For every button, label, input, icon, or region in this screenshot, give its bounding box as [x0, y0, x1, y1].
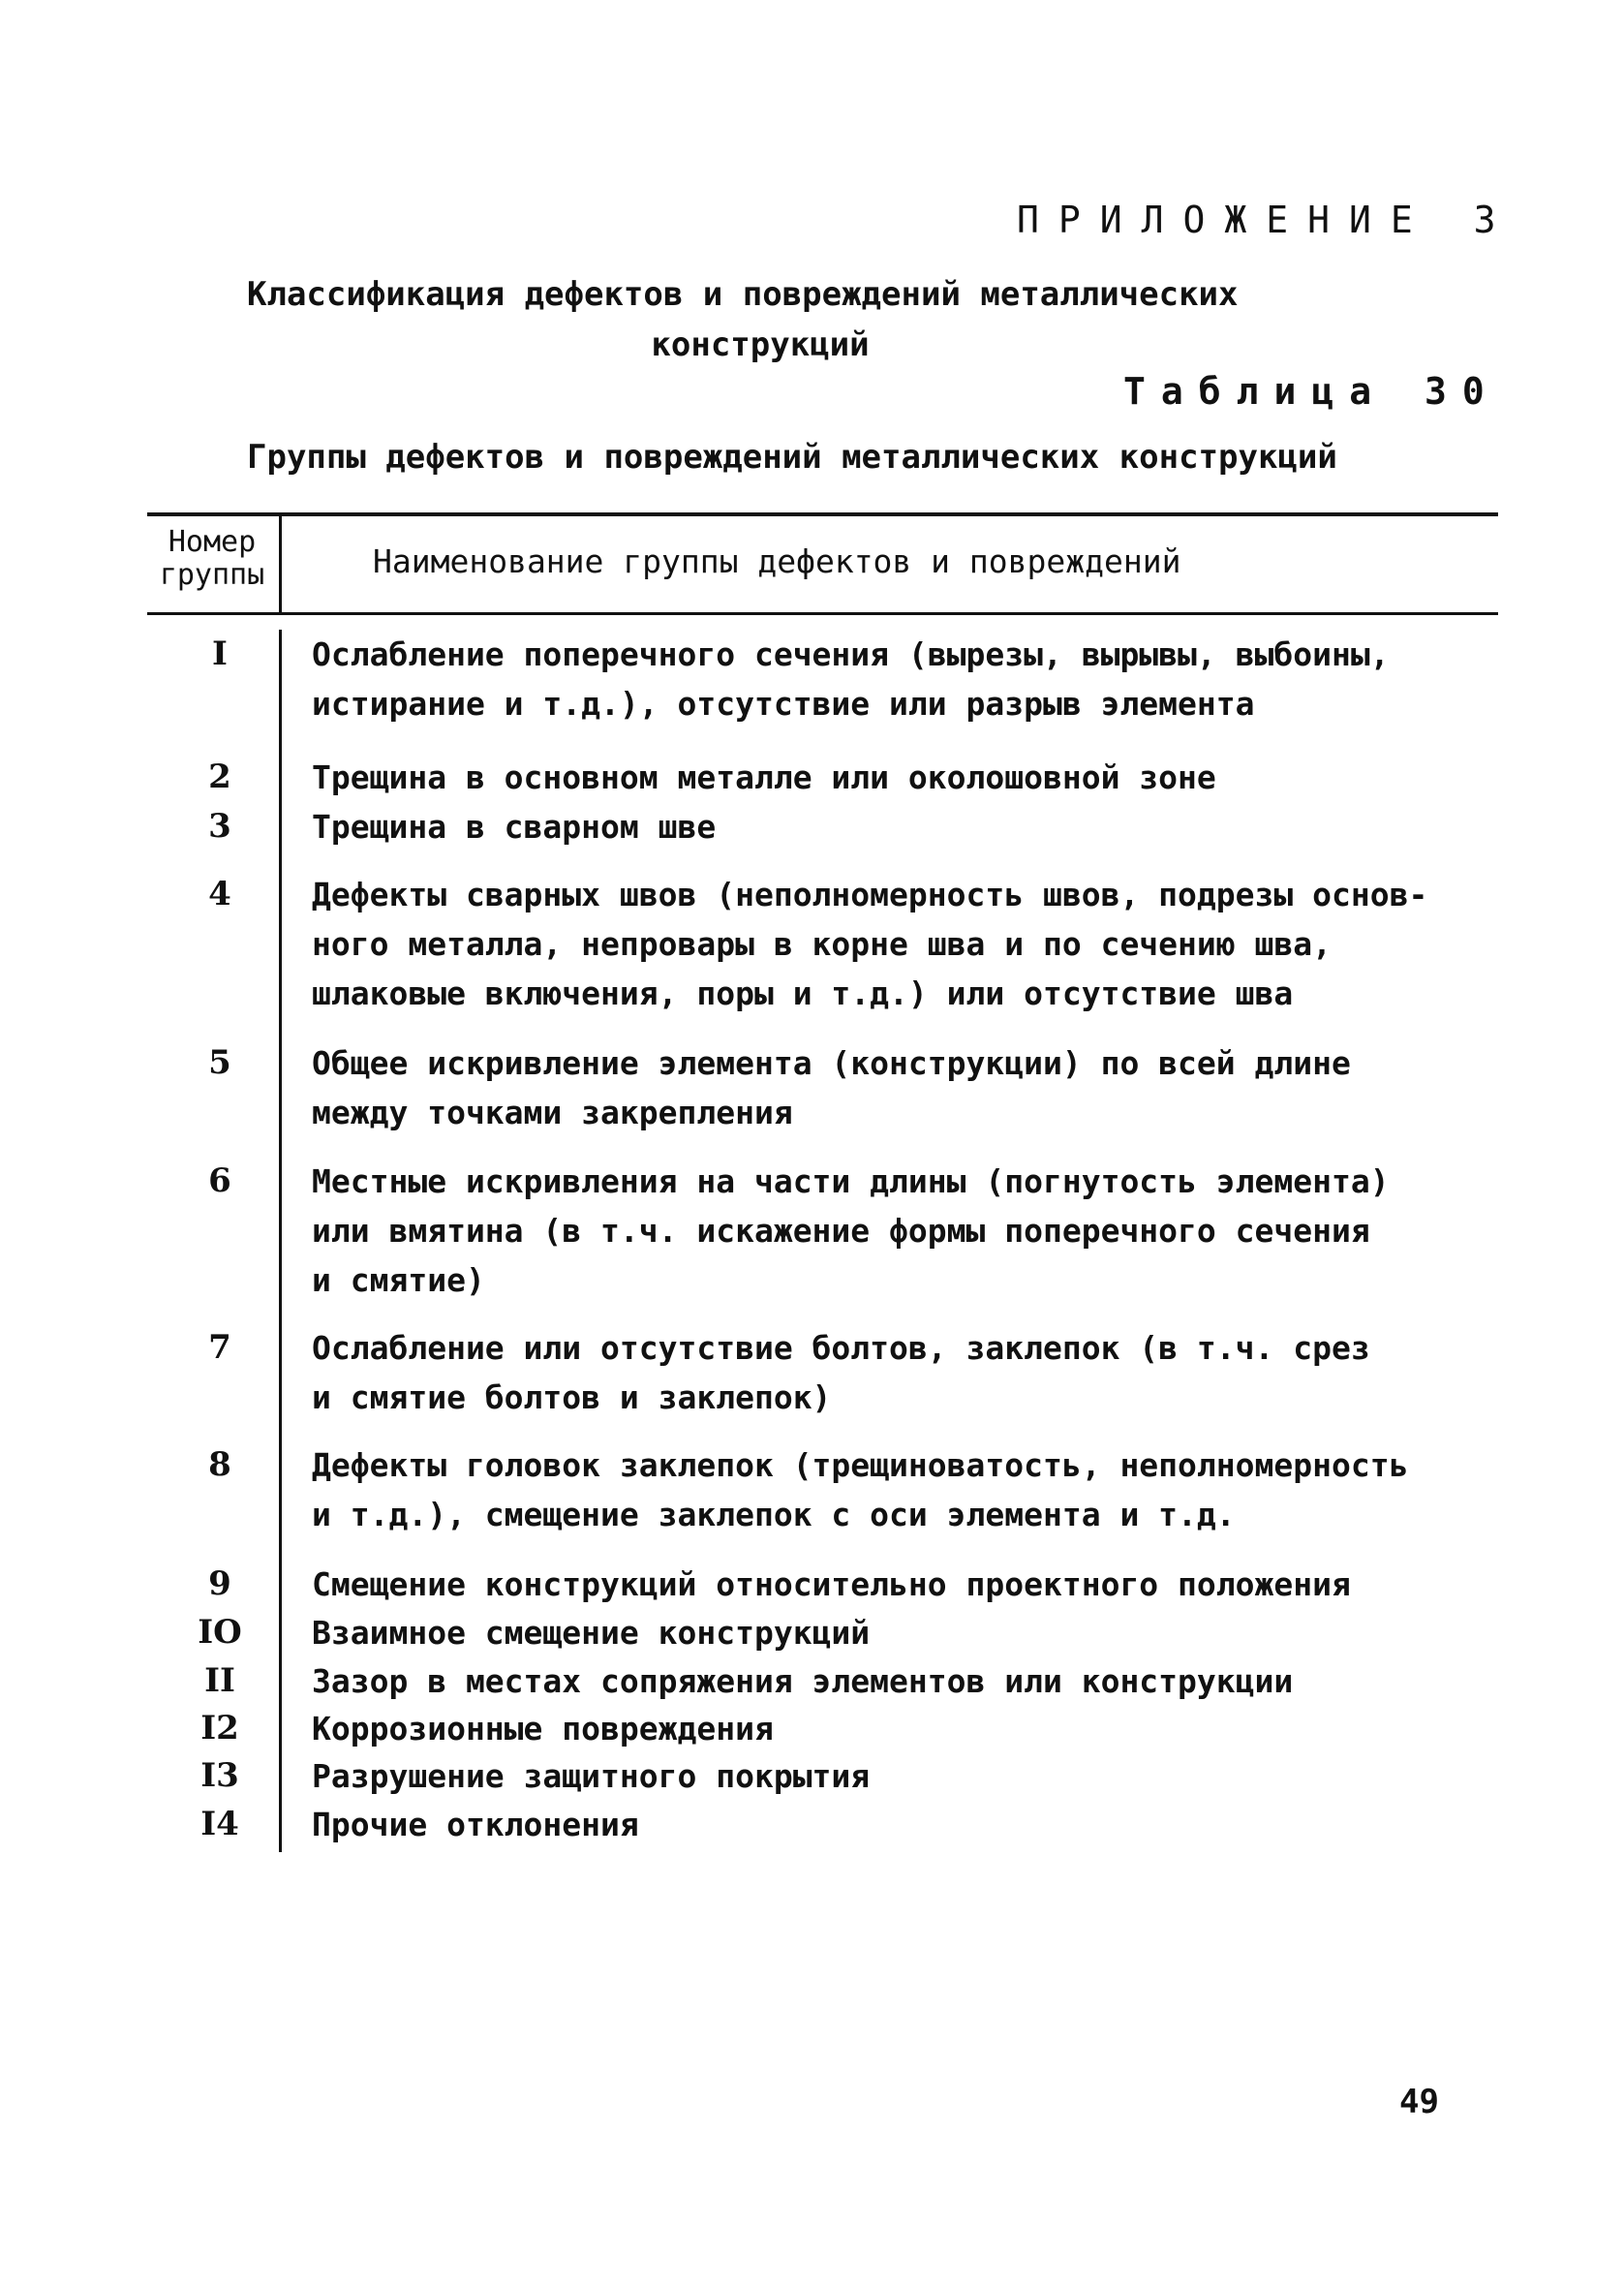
- row-text: Ослабление поперечного сечения (вырезы, вырывы, выбоины, истирание и т.д.), отсутствие или разрыв элемента: [312, 635, 1390, 723]
- row-text: Смещение конструкций относительно проектного положения: [312, 1565, 1351, 1603]
- header-number-line-2: группы: [159, 558, 265, 592]
- header-group-name: Наименование группы дефектов и повреждений: [373, 542, 1181, 580]
- row-number: I: [212, 634, 228, 673]
- row-text: Разрушение защитного покрытия: [312, 1757, 871, 1795]
- row-text: Ослабление или отсутствие болтов, заклепок (в т.ч. срез и смятие болтов и заклепок): [312, 1329, 1370, 1416]
- row-text: Общее искривление элемента (конструкции) по всей длине между точками закрепления: [312, 1044, 1351, 1131]
- row-number: 9: [208, 1564, 231, 1603]
- table-label: Таблица 30: [1123, 370, 1500, 413]
- row-number: 7: [208, 1328, 231, 1367]
- row-text: Трещина в основном металле или околошовной зоне: [312, 758, 1216, 796]
- table-header-rule: [147, 612, 1498, 615]
- row-text: Зазор в местах сопряжения элементов или конструкции: [312, 1662, 1294, 1700]
- row-number: I4: [200, 1805, 239, 1843]
- row-text: Коррозионные повреждения: [312, 1710, 774, 1748]
- page-number: 49: [1399, 2083, 1439, 2121]
- appendix-label: ПРИЛОЖЕНИЕ 3: [1017, 199, 1516, 241]
- row-text: Трещина в сварном шве: [312, 808, 717, 846]
- row-number: 4: [208, 875, 231, 913]
- header-number-line-1: Номер: [168, 525, 257, 559]
- row-text: Местные искривления на части длины (погнутость элемента) или вмятина (в т.ч. искажение формы поперечного сечения и смятие): [312, 1162, 1390, 1299]
- row-text: Взаимное смещение конструкций: [312, 1614, 871, 1652]
- row-text: Дефекты сварных швов (неполномерность швов, подрезы основ- ного металла, непровары в корне шва и по сечению шва, шлаковые включения, поры и т.д.) или отсутствие шва: [312, 876, 1428, 1012]
- header-column-divider: [279, 514, 282, 614]
- row-number: I3: [200, 1756, 239, 1795]
- row-number: I2: [200, 1709, 239, 1748]
- row-text: Прочие отклонения: [312, 1806, 639, 1843]
- row-text: Дефекты головок заклепок (трещиноватость, неполномерность и т.д.), смещение заклепок с оси элемента и т.д.: [312, 1446, 1409, 1533]
- classification-line-2: конструкций: [651, 325, 870, 364]
- row-number: 3: [208, 807, 231, 846]
- row-number: II: [204, 1661, 235, 1700]
- classification-line-1: Классификация дефектов и повреждений металлических: [247, 275, 1239, 314]
- row-number: 5: [208, 1043, 231, 1082]
- row-number: 6: [208, 1161, 231, 1200]
- classification-heading: [247, 269, 1293, 370]
- table-title: Группы дефектов и повреждений металлических конструкций: [247, 438, 1337, 477]
- row-number: 2: [208, 758, 231, 796]
- row-number: 8: [208, 1445, 231, 1484]
- table-top-rule: [147, 512, 1498, 516]
- row-number: IO: [198, 1613, 242, 1652]
- header-group-number: [145, 526, 279, 592]
